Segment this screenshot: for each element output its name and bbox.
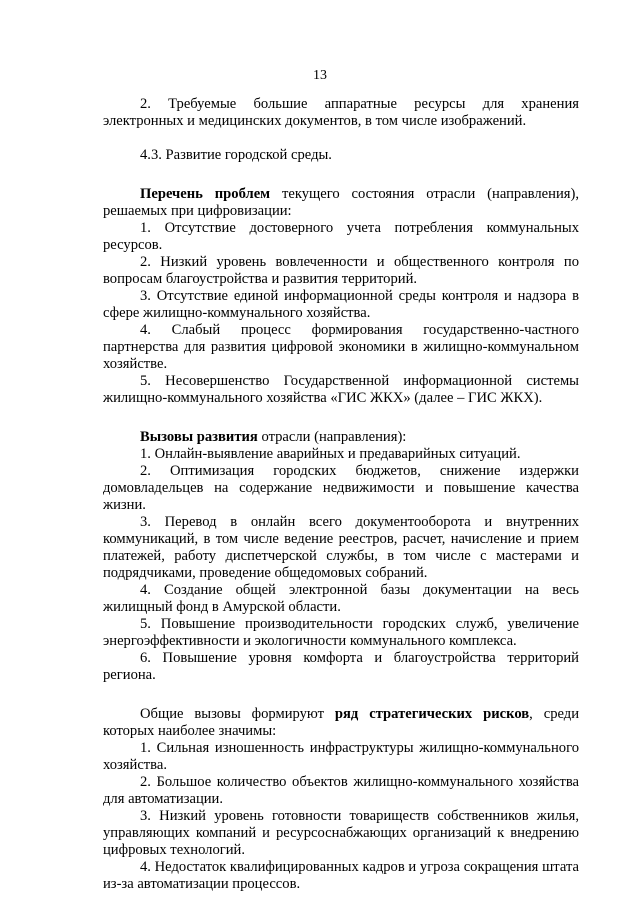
risks-intro xyxy=(103,706,579,740)
challenge-item: 6. Повышение уровня комфорта и благоустройства территорий региона. xyxy=(103,650,579,683)
risk-item: 1. Сильная изношенность инфраструктуры жилищно-коммунального хозяйства. xyxy=(103,740,579,773)
challenges-intro xyxy=(103,429,579,446)
risk-item: 2. Большое количество объектов жилищно-коммунального хозяйства для автоматизации. xyxy=(103,774,579,807)
problem-item: 5. Несовершенство Государственной информационной системы жилищно-коммунального хозяйства «ГИС ЖКХ» (далее – ГИС ЖКХ). xyxy=(103,373,579,406)
document-body xyxy=(103,96,579,893)
risks-lead-before: Общие вызовы формируют xyxy=(140,706,335,722)
risk-item: 3. Низкий уровень готовности товариществ собственников жилья, управляющих компаний и ресурсоснабжающих организаций к внедрению цифровых технологий. xyxy=(103,808,579,858)
problems-bold-lead: Перечень проблем xyxy=(140,186,271,202)
problem-item: 3. Отсутствие единой информационной среды контроля и надзора в сфере жилищно-коммунального хозяйства. xyxy=(103,288,579,321)
problem-item: 4. Слабый процесс формирования государственно-частного партнерства для развития цифровой экономики в жилищно-коммунальном хозяйстве. xyxy=(103,322,579,372)
challenges-lead-rest: отрасли (направления): xyxy=(257,429,407,445)
paragraph-resources: 2. Требуемые большие аппаратные ресурсы для хранения электронных и медицинских документов, в том числе изображений. xyxy=(103,96,579,129)
risk-item: 4. Недостаток квалифицированных кадров и угроза сокращения штата из-за автоматизации процессов. xyxy=(103,859,579,892)
problems-intro xyxy=(103,186,579,220)
risks-lead-rest: , среди которых наиболее значимы: xyxy=(103,706,580,739)
challenge-item: 1. Онлайн-выявление аварийных и предаварийных ситуаций. xyxy=(140,446,521,462)
problems-lead-rest: текущего состояния отрасли (направления), решаемых при цифровизации: xyxy=(103,186,579,219)
challenge-item: 4. Создание общей электронной базы документации на весь жилищный фонд в Амурской области. xyxy=(103,582,579,615)
challenge-item: 3. Перевод в онлайн всего документооборота и внутренних коммуникаций, в том числе ведение реестров, расчет, начисление и прием платежей, работу диспетчерской службы, в том числе с мастерами и подрядчиками, проведение общедомовых собраний. xyxy=(103,514,579,581)
risks-bold-lead: ряд стратегических рисков xyxy=(334,706,530,722)
challenge-item: 5. Повышение производительности городских служб, увеличение энергоэффективности и экологичности коммунального комплекса. xyxy=(103,616,579,649)
page-number: 13 xyxy=(313,68,327,83)
challenges-bold-lead: Вызовы развития xyxy=(140,429,258,445)
problem-item: 2. Низкий уровень вовлеченности и общественного контроля по вопросам благоустройства и развития территорий. xyxy=(103,254,579,287)
problem-item: 1. Отсутствие достоверного учета потребления коммунальных ресурсов. xyxy=(103,220,579,253)
challenge-item: 2. Оптимизация городских бюджетов, снижение издержки домовладельцев на содержание недвижимости и повышение качества жизни. xyxy=(103,463,579,513)
section-heading: 4.3. Развитие городской среды. xyxy=(140,147,332,163)
